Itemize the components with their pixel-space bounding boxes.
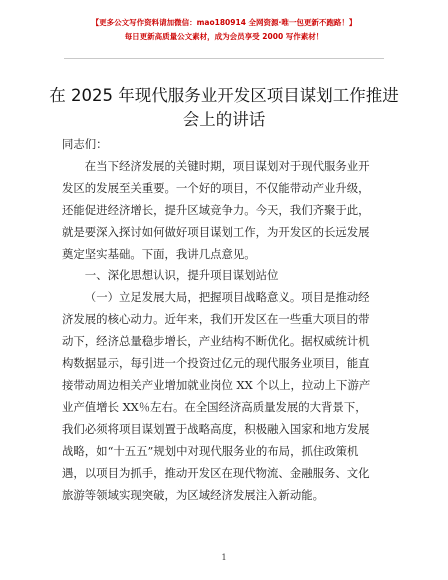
text-line: 济发展的核心动力。近年来，我们开发区在一些重大项目的带 — [62, 312, 370, 327]
text-line: 接带动周边相关产业增加就业岗位 XX 个以上，拉动上下游产 — [62, 377, 371, 392]
document-body — [62, 134, 390, 506]
text-line: 奠定坚实基础。下面，我讲几点意见。 — [62, 246, 256, 261]
text-line: 还能促进经济增长，提升区域竞争力。今天，我们齐聚于此， — [62, 202, 370, 217]
text-line: 就是要深入探讨如何做好项目谋划工作，为开发区的长远发展 — [62, 224, 370, 239]
document-title-line-2: 会上的讲话 — [182, 110, 266, 129]
promo-banner-line-1: 【更多公文写作资料请加微信：mao180914 全网资源·唯一包更新不跑路！】 — [91, 18, 357, 27]
document-title-line-1: 在 2025 年现代服务业开发区项目谋划工作推进 — [49, 86, 399, 105]
text-line: 业产值增长 XX％左右。在全国经济高质量发展的大背景下， — [62, 399, 367, 414]
header-divider — [64, 58, 384, 59]
salutation: 同志们： — [62, 137, 108, 151]
paragraph-intro — [62, 156, 390, 266]
text-line: 发区的发展至关重要。一个好的项目，不仅能带动产业升级， — [62, 180, 370, 195]
promo-banner-line-2: 每日更新高质量公文素材，成为会员享受 2000 写作素材！ — [124, 32, 324, 41]
text-line: 旅游等领域实现突破，为区域经济发展注入新动能。 — [62, 487, 324, 502]
promo-banner — [60, 16, 388, 44]
text-line: 战略，如“十五五”规划中对现代服务业的布局，抓住政策机 — [62, 443, 359, 458]
paragraph-strategic-significance — [62, 287, 390, 506]
text-line: 遇，以项目为抓手，推动开发区在现代物流、金融服务、文化 — [62, 465, 370, 480]
document-title — [40, 84, 408, 132]
text-line: 构数据显示，每引进一个投资过亿元的现代服务业项目，能直 — [62, 356, 370, 371]
text-line: （一）立足发展大局，把握项目战略意义。项目是推动经 — [84, 290, 370, 305]
text-line: 在当下经济发展的关键时期，项目谋划对于现代服务业开 — [84, 158, 370, 173]
page-number: 1 — [221, 553, 227, 562]
section-heading-1: 一、深化思想认识，提升项目谋划站位 — [84, 268, 279, 283]
text-line: 动下，经济总量稳步增长，产业结构不断优化。据权威统计机 — [62, 334, 370, 349]
text-line: 我们必须将项目谋划置于战略高度，积极融入国家和地方发展 — [62, 421, 370, 436]
